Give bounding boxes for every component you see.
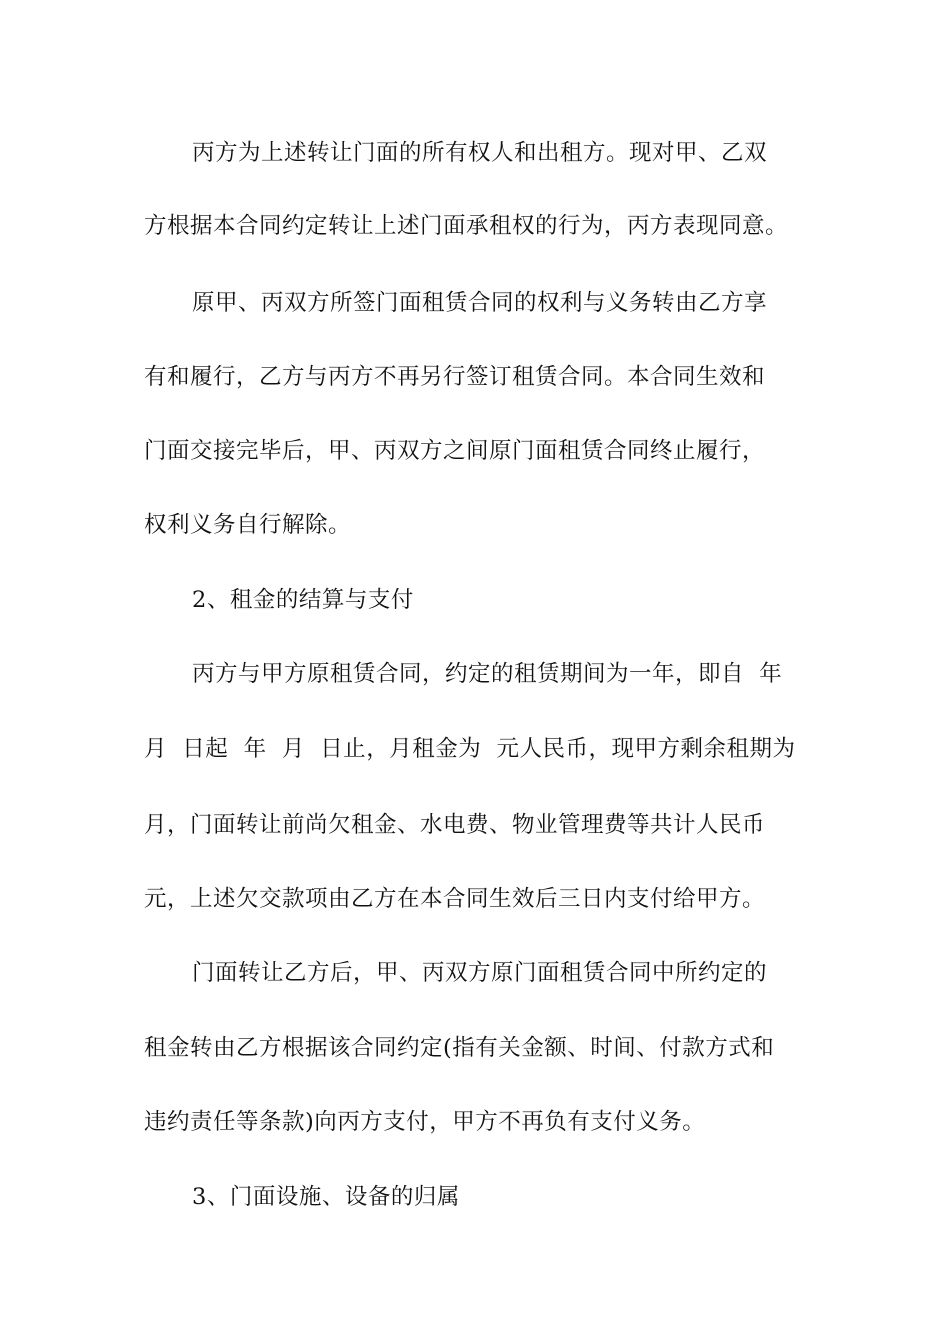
section-heading: 3、门面设施、设备的归属 xyxy=(192,1184,460,1210)
section-heading: 2、租金的结算与支付 xyxy=(192,587,414,613)
paragraph-line: 月，门面转让前尚欠租金、水电费、物业管理费等共计人民币 xyxy=(144,812,766,838)
paragraph-line: 门面转让乙方后，甲、丙双方原门面租赁合同中所约定的 xyxy=(192,960,768,986)
paragraph-line: 租金转由乙方根据该合同约定(指有关金额、时间、付款方式和 xyxy=(144,1035,775,1061)
paragraph-line: 违约责任等条款)向丙方支付，甲方不再负有支付义务。 xyxy=(144,1109,706,1135)
paragraph-line: 月 日起 年 月 日止，月租金为 元人民币，现甲方剩余租期为 xyxy=(144,736,796,762)
paragraph-line: 元，上述欠交款项由乙方在本合同生效后三日内支付给甲方。 xyxy=(144,886,766,912)
paragraph-line: 权利义务自行解除。 xyxy=(144,512,352,538)
paragraph-line: 门面交接完毕后，甲、丙双方之间原门面租赁合同终止履行， xyxy=(144,438,766,464)
paragraph-line: 方根据本合同约定转让上述门面承租权的行为，丙方表现同意。 xyxy=(144,213,789,239)
paragraph-line: 丙方与甲方原租赁合同，约定的租赁期间为一年，即自 年 xyxy=(192,661,783,687)
paragraph-line: 有和履行，乙方与丙方不再另行签订租赁合同。本合同生效和 xyxy=(144,364,766,390)
paragraph-line: 丙方为上述转让门面的所有权人和出租方。现对甲、乙双 xyxy=(192,140,768,166)
paragraph-line: 原甲、丙双方所签门面租赁合同的权利与义务转由乙方享 xyxy=(192,290,768,316)
